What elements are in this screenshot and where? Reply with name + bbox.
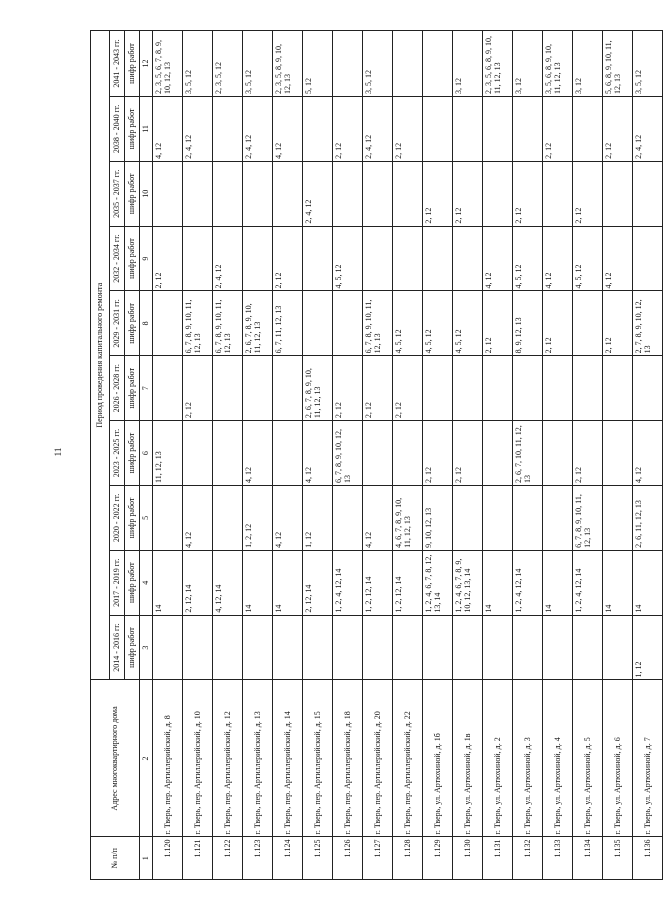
rotated-table-container — [90, 30, 653, 880]
work-codes-cell — [183, 421, 213, 486]
work-codes-cell — [573, 615, 603, 680]
work-codes-cell — [213, 161, 243, 226]
work-codes-cell — [363, 161, 393, 226]
table-row — [633, 31, 663, 880]
work-codes-cell — [543, 615, 573, 680]
work-codes-cell — [603, 356, 633, 421]
capital-repair-table — [90, 30, 663, 880]
work-codes-cell: 2, 12 — [333, 97, 363, 162]
work-codes-cell — [153, 291, 183, 356]
row-address: г. Тверь, ул. Артюхиной, д. 5 — [573, 680, 603, 837]
work-codes-cell: 14 — [273, 550, 303, 615]
row-address: г. Тверь, пер. Артиллерийский, д. 13 — [243, 680, 273, 837]
table-row — [363, 31, 393, 880]
work-codes-cell: 2, 12, 14 — [183, 550, 213, 615]
header-period-4: 2023 - 2025 гг. — [110, 421, 125, 486]
work-codes-cell — [543, 161, 573, 226]
work-codes-cell: 2, 12 — [183, 356, 213, 421]
work-codes-cell: 6, 7, 8, 9, 10, 11, 12, 13 — [213, 291, 243, 356]
work-codes-cell: 2, 12 — [603, 291, 633, 356]
work-codes-cell — [453, 485, 483, 550]
work-codes-cell — [573, 356, 603, 421]
row-number: 1.129 — [423, 837, 453, 880]
work-codes-cell — [423, 356, 453, 421]
column-index: 8 — [140, 291, 153, 356]
work-codes-cell: 1, 12 — [633, 615, 663, 680]
work-codes-cell — [423, 615, 453, 680]
work-codes-cell: 6, 7, 11, 12, 13 — [273, 291, 303, 356]
work-codes-cell: 2, 12 — [513, 161, 543, 226]
header-code-label: шифр работ — [125, 161, 140, 226]
work-codes-cell: 2, 12 — [573, 421, 603, 486]
work-codes-cell: 2, 12 — [393, 97, 423, 162]
row-number: 1.120 — [153, 837, 183, 880]
work-codes-cell: 4, 5, 12 — [333, 226, 363, 291]
work-codes-cell: 2, 3, 5, 6, 8, 9, 10, 11, 12, 13 — [483, 31, 513, 97]
row-number: 1.132 — [513, 837, 543, 880]
header-code-label: шифр работ — [125, 485, 140, 550]
row-address: г. Тверь, пер. Артиллерийский, д. 15 — [303, 680, 333, 837]
table-row — [243, 31, 273, 880]
header-address: Адрес многоквартирного дома — [91, 680, 140, 837]
work-codes-cell — [333, 615, 363, 680]
row-number: 1.126 — [333, 837, 363, 880]
work-codes-cell — [453, 615, 483, 680]
row-address: г. Тверь, ул. Артюхиной, д. 1б — [423, 680, 453, 837]
row-address: г. Тверь, пер. Артиллерийский, д. 14 — [273, 680, 303, 837]
work-codes-cell: 5, 12 — [303, 31, 333, 97]
table-row — [273, 31, 303, 880]
work-codes-cell: 4, 5, 12 — [423, 291, 453, 356]
work-codes-cell: 14 — [483, 550, 513, 615]
work-codes-cell: 2, 12 — [483, 291, 513, 356]
work-codes-cell: 1, 2, 12, 14 — [393, 550, 423, 615]
work-codes-cell — [453, 356, 483, 421]
work-codes-cell: 3, 12 — [573, 31, 603, 97]
work-codes-cell: 1, 12 — [303, 485, 333, 550]
work-codes-cell: 4, 5, 12 — [453, 291, 483, 356]
work-codes-cell — [393, 226, 423, 291]
work-codes-cell: 2, 12 — [363, 356, 393, 421]
work-codes-cell: 2, 4, 12 — [303, 161, 333, 226]
row-address: г. Тверь, пер. Артиллерийский, д. 22 — [393, 680, 423, 837]
header-period: Период проведения капитального ремонта — [91, 31, 110, 680]
work-codes-cell — [153, 161, 183, 226]
table-row — [423, 31, 453, 880]
row-number: 1.130 — [453, 837, 483, 880]
work-codes-cell — [633, 226, 663, 291]
work-codes-cell — [573, 291, 603, 356]
work-codes-cell: 3, 5, 12 — [633, 31, 663, 97]
table-row — [183, 31, 213, 880]
work-codes-cell — [423, 31, 453, 97]
work-codes-cell: 1, 2, 4, 12, 14 — [573, 550, 603, 615]
work-codes-cell — [633, 161, 663, 226]
work-codes-cell — [423, 226, 453, 291]
work-codes-cell: 3, 5, 12 — [183, 31, 213, 97]
header-period-6: 2029 - 2031 гг. — [110, 291, 125, 356]
work-codes-cell: 2, 12 — [453, 161, 483, 226]
work-codes-cell — [363, 226, 393, 291]
work-codes-cell — [603, 615, 633, 680]
work-codes-cell: 4, 12 — [543, 226, 573, 291]
work-codes-cell — [543, 421, 573, 486]
row-number: 1.133 — [543, 837, 573, 880]
table-row — [543, 31, 573, 880]
work-codes-cell — [453, 226, 483, 291]
work-codes-cell — [393, 421, 423, 486]
work-codes-cell — [243, 161, 273, 226]
work-codes-cell: 2, 4, 12 — [363, 97, 393, 162]
work-codes-cell: 2, 12 — [423, 161, 453, 226]
work-codes-cell — [153, 485, 183, 550]
work-codes-cell: 2, 4, 12 — [213, 226, 243, 291]
work-codes-cell: 4, 12 — [153, 97, 183, 162]
header-code-label: шифр работ — [125, 226, 140, 291]
work-codes-cell: 6, 7, 8, 9, 10, 11, 12, 13 — [363, 291, 393, 356]
work-codes-cell — [543, 485, 573, 550]
row-address: г. Тверь, пер. Артиллерийский, д. 8 — [153, 680, 183, 837]
work-codes-cell: 2, 6, 7, 8, 9, 10, 11, 12, 13 — [243, 291, 273, 356]
work-codes-cell — [453, 97, 483, 162]
work-codes-cell: 4, 5, 12 — [513, 226, 543, 291]
work-codes-cell: 14 — [633, 550, 663, 615]
work-codes-cell: 4, 5, 12 — [393, 291, 423, 356]
work-codes-cell — [603, 485, 633, 550]
work-codes-cell: 2, 7, 8, 9, 10, 12, 13 — [633, 291, 663, 356]
row-number: 1.122 — [213, 837, 243, 880]
work-codes-cell — [183, 161, 213, 226]
work-codes-cell — [213, 485, 243, 550]
header-code-label: шифр работ — [125, 97, 140, 162]
row-number: 1.135 — [603, 837, 633, 880]
work-codes-cell: 4, 12 — [483, 226, 513, 291]
row-address: г. Тверь, ул. Артюхиной, д. 1в — [453, 680, 483, 837]
work-codes-cell: 1, 2, 12 — [243, 485, 273, 550]
work-codes-cell: 2, 6, 7, 8, 9, 10, 11, 12, 13 — [303, 356, 333, 421]
work-codes-cell — [243, 356, 273, 421]
work-codes-cell — [333, 485, 363, 550]
header-code-label: шифр работ — [125, 31, 140, 97]
column-index: 1 — [140, 837, 153, 880]
work-codes-cell: 5, 6, 8, 9, 10, 11, 12, 13 — [603, 31, 633, 97]
row-number: 1.123 — [243, 837, 273, 880]
work-codes-cell — [183, 615, 213, 680]
row-address: г. Тверь, ул. Артюхиной, д. 2 — [483, 680, 513, 837]
work-codes-cell: 3, 12 — [513, 31, 543, 97]
work-codes-cell: 6, 7, 8, 9, 10, 12, 13 — [333, 421, 363, 486]
row-number: 1.127 — [363, 837, 393, 880]
work-codes-cell: 14 — [153, 550, 183, 615]
header-code-label: шифр работ — [125, 291, 140, 356]
header-period-2: 2017 - 2019 гг. — [110, 550, 125, 615]
work-codes-cell: 2, 4, 12 — [183, 97, 213, 162]
work-codes-cell: 4, 5, 12 — [573, 226, 603, 291]
row-address: г. Тверь, пер. Артиллерийский, д. 12 — [213, 680, 243, 837]
work-codes-cell — [483, 356, 513, 421]
work-codes-cell: 2, 12 — [153, 226, 183, 291]
work-codes-cell — [303, 291, 333, 356]
header-code-label: шифр работ — [125, 421, 140, 486]
row-number: 1.121 — [183, 837, 213, 880]
work-codes-cell: 2, 4, 12 — [633, 97, 663, 162]
table-row — [153, 31, 183, 880]
row-address: г. Тверь, пер. Артиллерийский, д. 20 — [363, 680, 393, 837]
work-codes-cell — [273, 615, 303, 680]
work-codes-cell — [513, 356, 543, 421]
work-codes-cell — [543, 356, 573, 421]
work-codes-cell — [243, 615, 273, 680]
work-codes-cell — [393, 615, 423, 680]
work-codes-cell: 4, 12 — [243, 421, 273, 486]
work-codes-cell — [273, 356, 303, 421]
work-codes-cell: 4, 12 — [633, 421, 663, 486]
work-codes-cell: 4, 6, 7, 8, 9, 10, 11, 12, 13 — [393, 485, 423, 550]
header-code-label: шифр работ — [125, 615, 140, 680]
work-codes-cell: 14 — [543, 550, 573, 615]
work-codes-cell: 4, 12 — [603, 226, 633, 291]
work-codes-cell: 2, 12 — [333, 356, 363, 421]
work-codes-cell: 8, 9, 12, 13 — [513, 291, 543, 356]
work-codes-cell — [573, 97, 603, 162]
work-codes-cell — [513, 615, 543, 680]
table-row — [573, 31, 603, 880]
header-period-7: 2032 - 2034 гг. — [110, 226, 125, 291]
header-period-8: 2035 - 2037 гг. — [110, 161, 125, 226]
work-codes-cell: 2, 12 — [543, 97, 573, 162]
column-index: 7 — [140, 356, 153, 421]
row-number: 1.124 — [273, 837, 303, 880]
header-code-label: шифр работ — [125, 356, 140, 421]
work-codes-cell — [513, 97, 543, 162]
work-codes-cell: 2, 12 — [543, 291, 573, 356]
work-codes-cell — [633, 356, 663, 421]
work-codes-cell: 2, 6, 11, 12, 13 — [633, 485, 663, 550]
work-codes-cell: 3, 12 — [453, 31, 483, 97]
header-period-10: 2041 - 2043 гг. — [110, 31, 125, 97]
work-codes-cell — [603, 161, 633, 226]
row-address: г. Тверь, ул. Артюхиной, д. 6 — [603, 680, 633, 837]
work-codes-cell: 6, 7, 8, 9, 10, 11, 12, 13 — [573, 485, 603, 550]
work-codes-cell — [393, 31, 423, 97]
work-codes-cell: 4, 12 — [303, 421, 333, 486]
work-codes-cell: 14 — [603, 550, 633, 615]
work-codes-cell: 2, 12 — [453, 421, 483, 486]
column-index: 11 — [140, 97, 153, 162]
work-codes-cell: 4, 12 — [363, 485, 393, 550]
work-codes-cell: 9, 10, 12, 13 — [423, 485, 453, 550]
work-codes-cell — [213, 615, 243, 680]
work-codes-cell: 4, 12 — [183, 485, 213, 550]
work-codes-cell — [333, 161, 363, 226]
work-codes-cell — [273, 161, 303, 226]
row-address: г. Тверь, ул. Артюхиной, д. 4 — [543, 680, 573, 837]
work-codes-cell: 11, 12, 13 — [153, 421, 183, 486]
work-codes-cell: 4, 12, 14 — [213, 550, 243, 615]
row-address: г. Тверь, ул. Артюхиной, д. 7 — [633, 680, 663, 837]
header-period-5: 2026 - 2028 гг. — [110, 356, 125, 421]
work-codes-cell: 4, 12 — [273, 97, 303, 162]
work-codes-cell: 1, 2, 4, 6, 7, 8, 12, 13, 14 — [423, 550, 453, 615]
row-number: 1.128 — [393, 837, 423, 880]
work-codes-cell — [183, 226, 213, 291]
work-codes-cell — [363, 421, 393, 486]
work-codes-cell — [243, 226, 273, 291]
column-index: 5 — [140, 485, 153, 550]
column-index: 2 — [140, 680, 153, 837]
work-codes-cell — [423, 97, 453, 162]
work-codes-cell — [303, 615, 333, 680]
work-codes-cell: 1, 2, 4, 6, 7, 8, 9, 10, 12, 13, 14 — [453, 550, 483, 615]
table-row — [393, 31, 423, 880]
work-codes-cell — [213, 97, 243, 162]
table-row — [603, 31, 633, 880]
work-codes-cell — [483, 485, 513, 550]
row-address: г. Тверь, пер. Артиллерийский, д. 10 — [183, 680, 213, 837]
table-row — [213, 31, 243, 880]
work-codes-cell: 3, 5, 12 — [243, 31, 273, 97]
work-codes-cell: 2, 12 — [603, 97, 633, 162]
work-codes-cell: 2, 3, 5, 6, 7, 8, 9, 10, 12, 13 — [153, 31, 183, 97]
row-number: 1.134 — [573, 837, 603, 880]
work-codes-cell: 4, 12 — [273, 485, 303, 550]
header-period-9: 2038 - 2040 гг. — [110, 97, 125, 162]
work-codes-cell: 6, 7, 8, 9, 10, 11, 12, 13 — [183, 291, 213, 356]
column-index: 3 — [140, 615, 153, 680]
row-address: г. Тверь, пер. Артиллерийский, д. 18 — [333, 680, 363, 837]
header-code-label: шифр работ — [125, 550, 140, 615]
work-codes-cell: 2, 3, 5, 8, 9, 10, 12, 13 — [273, 31, 303, 97]
row-number: 1.125 — [303, 837, 333, 880]
header-period-1: 2014 - 2016 гг. — [110, 615, 125, 680]
work-codes-cell: 2, 12 — [573, 161, 603, 226]
work-codes-cell: 3, 5, 6, 8, 9, 10, 11, 12, 13 — [543, 31, 573, 97]
work-codes-cell — [213, 356, 243, 421]
work-codes-cell — [363, 615, 393, 680]
work-codes-cell: 2, 4, 12 — [243, 97, 273, 162]
work-codes-cell — [213, 421, 243, 486]
work-codes-cell — [273, 421, 303, 486]
work-codes-cell: 2, 12, 14 — [303, 550, 333, 615]
work-codes-cell — [393, 161, 423, 226]
column-index: 12 — [140, 31, 153, 97]
work-codes-cell — [303, 97, 333, 162]
work-codes-cell: 2, 3, 5, 12 — [213, 31, 243, 97]
table-row — [483, 31, 513, 880]
work-codes-cell: 2, 12 — [423, 421, 453, 486]
work-codes-cell: 14 — [243, 550, 273, 615]
work-codes-cell — [483, 97, 513, 162]
work-codes-cell: 2, 6, 7, 10, 11, 12, 13 — [513, 421, 543, 486]
work-codes-cell — [513, 485, 543, 550]
table-row — [453, 31, 483, 880]
work-codes-cell — [153, 615, 183, 680]
work-codes-cell: 3, 5, 12 — [363, 31, 393, 97]
page-number: 11 — [53, 447, 63, 457]
header-period-3: 2020 - 2022 гг. — [110, 485, 125, 550]
work-codes-cell — [483, 161, 513, 226]
work-codes-cell — [603, 421, 633, 486]
work-codes-cell: 1, 2, 4, 12, 14 — [333, 550, 363, 615]
column-index: 9 — [140, 226, 153, 291]
column-index: 10 — [140, 161, 153, 226]
row-address: г. Тверь, ул. Артюхиной, д. 3 — [513, 680, 543, 837]
work-codes-cell: 1, 2, 12, 14 — [363, 550, 393, 615]
work-codes-cell — [153, 356, 183, 421]
work-codes-cell — [333, 291, 363, 356]
table-row — [303, 31, 333, 880]
column-index: 4 — [140, 550, 153, 615]
row-number: 1.136 — [633, 837, 663, 880]
work-codes-cell — [333, 31, 363, 97]
work-codes-cell — [483, 421, 513, 486]
work-codes-cell — [483, 615, 513, 680]
column-index: 6 — [140, 421, 153, 486]
table-row — [513, 31, 543, 880]
work-codes-cell: 2, 12 — [273, 226, 303, 291]
row-number: 1.131 — [483, 837, 513, 880]
table-row — [333, 31, 363, 880]
work-codes-cell — [303, 226, 333, 291]
work-codes-cell: 2, 12 — [393, 356, 423, 421]
header-number: № п/п — [91, 837, 140, 880]
work-codes-cell: 1, 2, 4, 12, 14 — [513, 550, 543, 615]
